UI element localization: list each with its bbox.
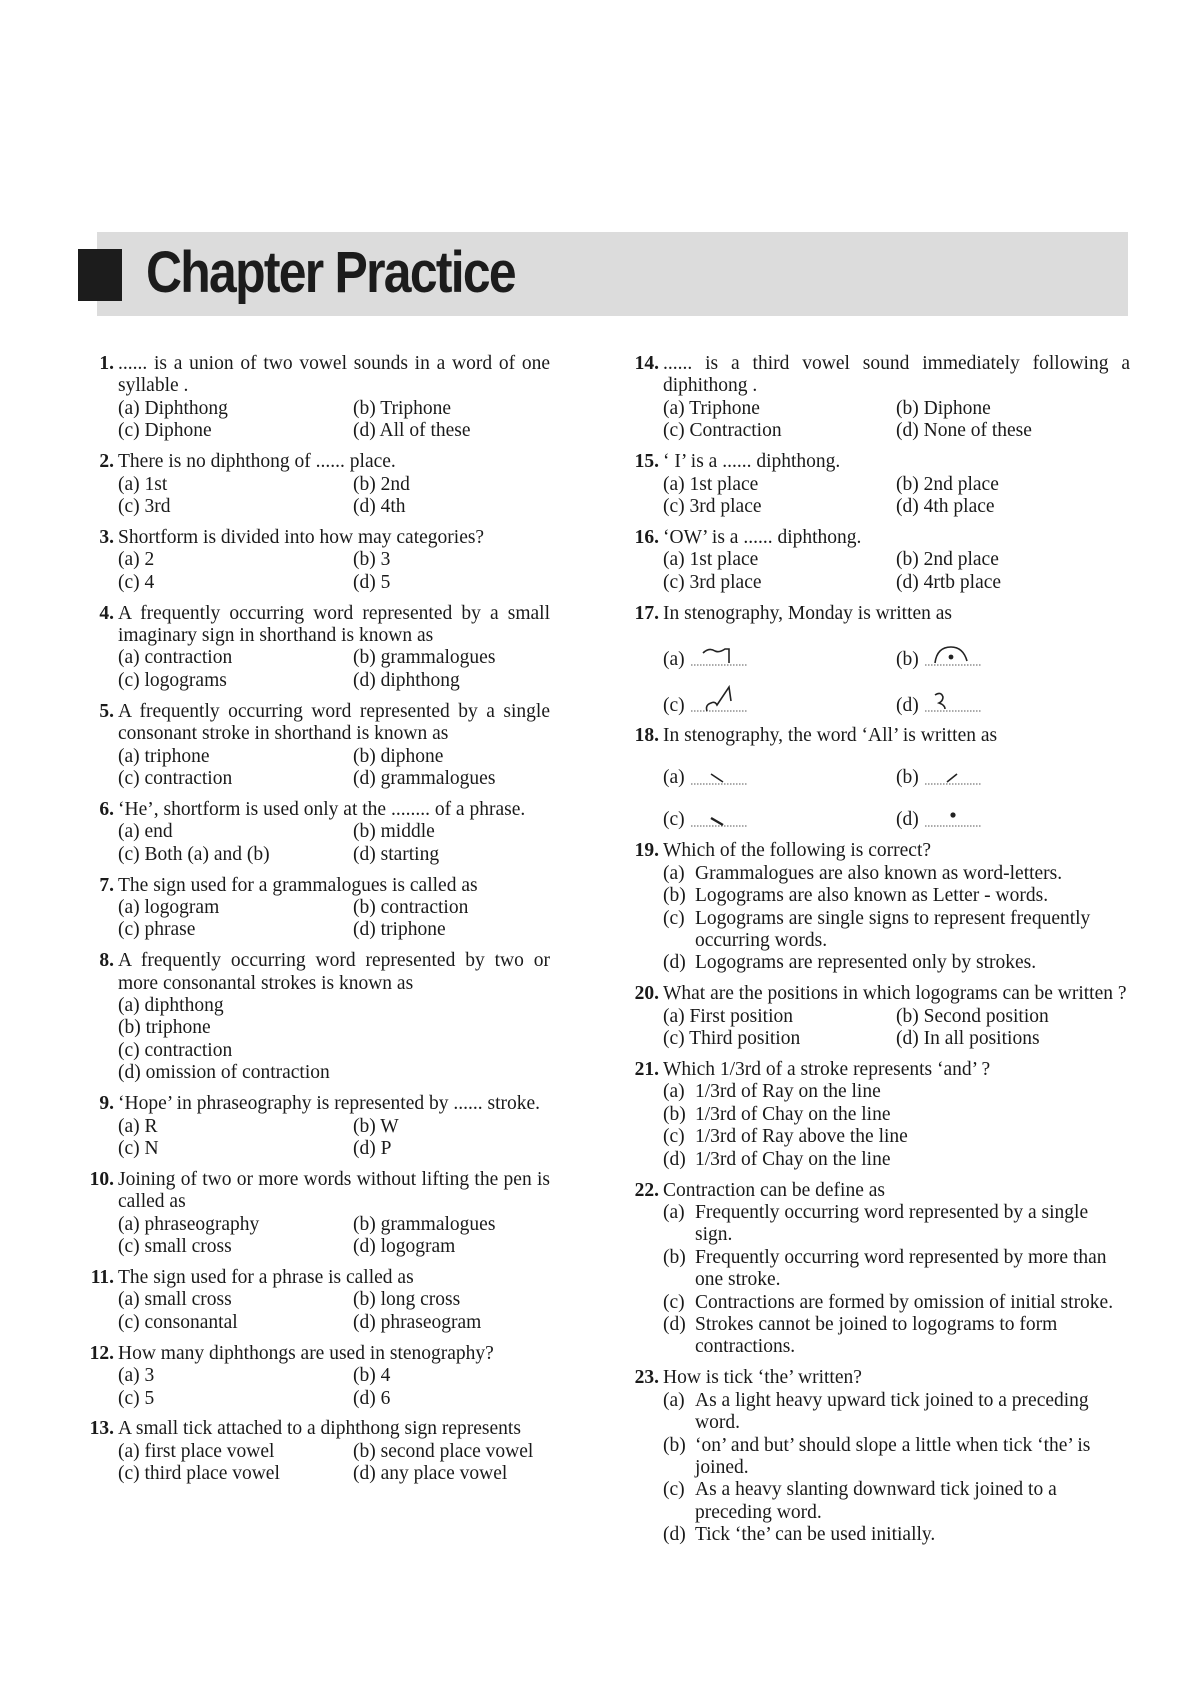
options-list xyxy=(663,1081,1130,1171)
option-a: (a) contraction xyxy=(118,647,233,669)
shorthand-all-figure-b xyxy=(923,762,983,790)
option-b: (b) Frequently occurring word represented by more than one stroke. xyxy=(663,1246,1107,1291)
question-stem: The sign used for a phrase is called as xyxy=(118,1267,414,1289)
option-a xyxy=(663,631,896,671)
question-stem: How many diphthongs are used in stenography? xyxy=(118,1342,494,1364)
options-list xyxy=(663,1202,1130,1359)
shorthand-monday-figure-a xyxy=(689,639,749,671)
option-c xyxy=(663,796,896,832)
options-list xyxy=(663,863,1130,975)
question-number: 8. xyxy=(99,950,114,972)
option-d: (d) Strokes cannot be joined to logograms to form contractions. xyxy=(663,1314,1058,1358)
option-a: (a) triphone xyxy=(118,745,210,767)
question-3 xyxy=(80,527,550,594)
question-stem: In stenography, the word ‘All’ is written as xyxy=(663,725,998,747)
option-a: (a) Grammalogues are also known as word-letters. xyxy=(663,862,1063,884)
option-label: (a) xyxy=(663,648,685,670)
question-stem: ...... is a union of two vowel sounds in a word of one syllable . xyxy=(118,353,550,397)
option-d: (d) 1/3rd of Chay on the line xyxy=(663,1148,891,1170)
question-17 xyxy=(625,603,1130,717)
options-grid xyxy=(118,549,550,594)
option-a: (a) R xyxy=(118,1115,158,1137)
options-grid xyxy=(118,398,550,443)
option-d: (d) triphone xyxy=(353,919,446,941)
question-21 xyxy=(625,1059,1130,1171)
shorthand-monday-figure-c xyxy=(689,681,749,717)
option-c: (c) 5 xyxy=(118,1387,155,1409)
options-figures xyxy=(663,631,1130,671)
question-number: 22. xyxy=(634,1179,659,1201)
question-number: 21. xyxy=(634,1059,659,1081)
option-d xyxy=(896,796,1130,832)
question-stem: A frequently occurring word represented by a small imaginary sign in shorthand is known as xyxy=(118,602,550,646)
option-label: (b) xyxy=(896,648,919,670)
options-grid xyxy=(663,398,1130,443)
option-a: (a) Diphthong xyxy=(118,397,228,419)
option-b: (b) second place vowel xyxy=(353,1440,534,1462)
question-12 xyxy=(80,1343,550,1410)
option-a: (a) Frequently occurring word represented by a single sign. xyxy=(663,1201,1089,1246)
options-grid xyxy=(118,474,550,519)
option-d: (d) Tick ‘the’ can be used initially. xyxy=(663,1524,936,1546)
question-number: 18. xyxy=(634,725,659,747)
option-b: (b) 2nd xyxy=(353,473,410,495)
option-a: (a) diphthong xyxy=(118,995,224,1017)
option-label: (c) xyxy=(663,694,685,716)
option-c: (c) 4 xyxy=(118,571,155,593)
option-b: (b) 2nd place xyxy=(896,549,999,571)
option-c: (c) consonantal xyxy=(118,1311,238,1333)
question-18 xyxy=(625,725,1130,831)
question-11 xyxy=(80,1267,550,1334)
option-b: (b) middle xyxy=(353,821,435,843)
option-b: (b) 2nd place xyxy=(896,473,999,495)
question-stem: There is no diphthong of ...... place. xyxy=(118,451,396,473)
option-b: (b) diphone xyxy=(353,745,444,767)
question-10 xyxy=(80,1169,550,1259)
options-figures xyxy=(663,754,1130,790)
question-13 xyxy=(80,1418,550,1485)
option-c: (c) contraction xyxy=(118,1039,233,1061)
question-number: 1. xyxy=(99,353,114,374)
option-label: (a) xyxy=(663,767,685,789)
question-8 xyxy=(80,950,550,1084)
option-b: (b) 1/3rd of Chay on the line xyxy=(663,1103,891,1125)
options-list xyxy=(118,995,550,1085)
option-c: (c) N xyxy=(118,1138,159,1159)
question-number: 13. xyxy=(89,1418,114,1440)
option-b: (b) ‘on’ and but’ should slope a little when tick ‘the’ is joined. xyxy=(663,1434,1091,1478)
option-d: (d) In all positions xyxy=(896,1028,1040,1050)
option-a xyxy=(663,754,896,790)
option-b: (b) 3 xyxy=(353,549,391,571)
question-stem: A frequently occurring word represented by two or more consonantal strokes is known as xyxy=(118,950,550,994)
option-c: (c) contraction xyxy=(118,767,233,789)
options-grid xyxy=(663,549,1130,594)
question-stem: What are the positions in which logograms can be written ? xyxy=(663,983,1127,1005)
question-1 xyxy=(80,353,550,443)
question-number: 16. xyxy=(634,526,659,548)
question-9 xyxy=(80,1093,550,1160)
option-c: (c) Third position xyxy=(663,1028,801,1050)
option-b: (b) Diphone xyxy=(896,397,991,419)
question-number: 14. xyxy=(634,353,659,374)
option-label: (b) xyxy=(896,767,919,789)
option-a: (a) end xyxy=(118,821,173,843)
option-d: (d) grammalogues xyxy=(353,767,496,789)
option-c: (c) Diphone xyxy=(118,420,212,442)
options-list xyxy=(663,1390,1130,1547)
question-stem: Which of the following is correct? xyxy=(663,840,932,862)
question-number: 23. xyxy=(634,1367,659,1389)
question-number: 11. xyxy=(90,1267,114,1289)
options-figures xyxy=(663,677,1130,717)
question-number: 17. xyxy=(634,602,659,624)
question-stem: How is tick ‘the’ written? xyxy=(663,1367,862,1389)
question-stem: ‘He’, shortform is used only at the ........ of a phrase. xyxy=(118,798,526,820)
question-15 xyxy=(625,451,1130,518)
question-20 xyxy=(625,983,1130,1050)
option-c: (c) small cross xyxy=(118,1236,232,1258)
options-grid xyxy=(118,1116,550,1161)
question-number: 20. xyxy=(634,983,659,1005)
options-grid xyxy=(663,474,1130,519)
option-b: (b) W xyxy=(353,1115,399,1137)
option-d: (d) All of these xyxy=(353,420,471,442)
question-19 xyxy=(625,840,1130,974)
option-d: (d) any place vowel xyxy=(353,1463,508,1485)
option-b: (b) 4 xyxy=(353,1365,391,1387)
option-a: (a) Triphone xyxy=(663,397,760,419)
option-a: (a) first place vowel xyxy=(118,1440,275,1462)
option-d: (d) 4th xyxy=(353,495,406,517)
shorthand-monday-figure-b xyxy=(923,639,983,671)
question-stem: A frequently occurring word represented by a single consonant stroke in shorthand is known as xyxy=(118,700,550,745)
question-stem: ‘ I’ is a ...... diphthong. xyxy=(663,451,841,473)
question-stem: ‘Hope’ in phraseography is represented by ...... stroke. xyxy=(118,1093,541,1115)
question-22 xyxy=(625,1180,1130,1359)
options-grid xyxy=(118,1214,550,1259)
option-b: (b) grammalogues xyxy=(353,647,496,669)
question-stem: Contraction can be define as xyxy=(663,1179,885,1201)
option-d: (d) 4rtb place xyxy=(896,571,1002,593)
option-b: (b) Triphone xyxy=(353,397,452,419)
questions-right-column xyxy=(625,353,1130,1555)
options-grid xyxy=(118,1365,550,1410)
option-a: (a) 3 xyxy=(118,1365,155,1387)
options-grid xyxy=(118,821,550,866)
options-grid xyxy=(118,1441,550,1486)
option-a: (a) phraseography xyxy=(118,1213,260,1235)
option-a: (a) 1st place xyxy=(663,549,759,571)
question-14 xyxy=(625,353,1130,443)
option-c: (c) third place vowel xyxy=(118,1463,280,1485)
option-d: (d) logogram xyxy=(353,1236,456,1258)
question-number: 4. xyxy=(99,602,114,624)
option-d: (d) Logograms are represented only by strokes. xyxy=(663,952,1037,974)
option-c: (c) Logograms are single signs to represent frequently occurring words. xyxy=(663,907,1091,951)
option-a: (a) small cross xyxy=(118,1289,232,1311)
option-label: (d) xyxy=(896,694,919,716)
shorthand-all-figure-c xyxy=(689,804,749,832)
question-5 xyxy=(80,701,550,791)
question-number: 7. xyxy=(99,874,114,896)
option-c: (c) Contraction xyxy=(663,420,782,442)
option-d: (d) omission of contraction xyxy=(118,1062,330,1084)
option-c: (c) 1/3rd of Ray above the line xyxy=(663,1126,908,1148)
option-d: (d) 4th place xyxy=(896,495,995,517)
option-b xyxy=(896,631,1130,671)
option-d xyxy=(896,677,1130,717)
question-number: 2. xyxy=(99,451,114,473)
option-d: (d) diphthong xyxy=(353,669,460,691)
options-grid xyxy=(118,1289,550,1334)
option-a: (a) 1st xyxy=(118,473,168,495)
option-c: (c) Contractions are formed by omission of initial stroke. xyxy=(663,1291,1114,1313)
question-stem: ...... is a third vowel sound immediately following a diphithong . xyxy=(663,353,1130,397)
option-b: (b) Second position xyxy=(896,1005,1049,1027)
option-d: (d) 5 xyxy=(353,571,391,593)
question-6 xyxy=(80,799,550,866)
option-c: (c) 3rd xyxy=(118,495,171,517)
option-b xyxy=(896,754,1130,790)
shorthand-monday-figure-d xyxy=(923,681,983,717)
question-number: 6. xyxy=(99,798,114,820)
option-b: (b) long cross xyxy=(353,1289,461,1311)
option-b: (b) triphone xyxy=(118,1017,211,1039)
option-c: (c) logograms xyxy=(118,669,227,691)
option-c: (c) 3rd place xyxy=(663,571,762,593)
option-b: (b) Logograms are also known as Letter - words. xyxy=(663,885,1049,907)
options-grid xyxy=(118,746,550,791)
chapter-title: Chapter Practice xyxy=(146,240,515,305)
option-d: (d) starting xyxy=(353,843,440,865)
question-stem: Joining of two or more words without lifting the pen is called as xyxy=(118,1168,550,1213)
question-4 xyxy=(80,603,550,693)
option-d: (d) phraseogram xyxy=(353,1311,482,1333)
option-a: (a) 2 xyxy=(118,549,155,571)
options-figures xyxy=(663,796,1130,832)
question-number: 15. xyxy=(634,451,659,473)
question-number: 9. xyxy=(99,1093,114,1115)
option-a: (a) As a light heavy upward tick joined to a preceding word. xyxy=(663,1389,1089,1434)
options-grid xyxy=(118,897,550,942)
question-7 xyxy=(80,875,550,942)
question-23 xyxy=(625,1367,1130,1546)
option-a: (a) logogram xyxy=(118,896,220,918)
option-d: (d) 6 xyxy=(353,1387,391,1409)
option-c xyxy=(663,677,896,717)
shorthand-all-figure-a xyxy=(689,762,749,790)
question-stem: The sign used for a grammalogues is called as xyxy=(118,874,478,896)
option-b: (b) grammalogues xyxy=(353,1213,496,1235)
question-2 xyxy=(80,451,550,518)
options-grid xyxy=(663,1006,1130,1051)
question-stem: In stenography, Monday is written as xyxy=(663,602,953,624)
question-number: 5. xyxy=(99,700,114,722)
options-grid xyxy=(118,647,550,692)
questions-left-column xyxy=(80,353,550,1494)
option-label: (d) xyxy=(896,809,919,831)
question-stem: A small tick attached to a diphthong sign represents xyxy=(118,1418,521,1440)
question-16 xyxy=(625,527,1130,594)
option-a: (a) 1/3rd of Ray on the line xyxy=(663,1081,881,1103)
option-a: (a) 1st place xyxy=(663,473,759,495)
option-c: (c) phrase xyxy=(118,919,196,941)
option-c: (c) As a heavy slanting downward tick joined to a preceding word. xyxy=(663,1479,1057,1523)
question-number: 10. xyxy=(89,1168,114,1190)
question-number: 19. xyxy=(634,840,659,862)
question-stem: Shortform is divided into how may categories? xyxy=(118,526,485,548)
option-d: (d) P xyxy=(353,1138,392,1159)
question-number: 12. xyxy=(89,1342,114,1364)
question-stem: Which 1/3rd of a stroke represents ‘and’ ? xyxy=(663,1059,991,1081)
option-b: (b) contraction xyxy=(353,896,469,918)
option-c: (c) 3rd place xyxy=(663,495,762,517)
shorthand-all-figure-d xyxy=(923,804,983,832)
question-number: 3. xyxy=(99,526,114,548)
chapter-header-marker xyxy=(78,249,122,301)
question-stem: ‘OW’ is a ...... diphthong. xyxy=(663,526,862,548)
option-c: (c) Both (a) and (b) xyxy=(118,843,270,865)
option-d: (d) None of these xyxy=(896,420,1032,442)
option-a: (a) First position xyxy=(663,1005,793,1027)
option-label: (c) xyxy=(663,809,685,831)
